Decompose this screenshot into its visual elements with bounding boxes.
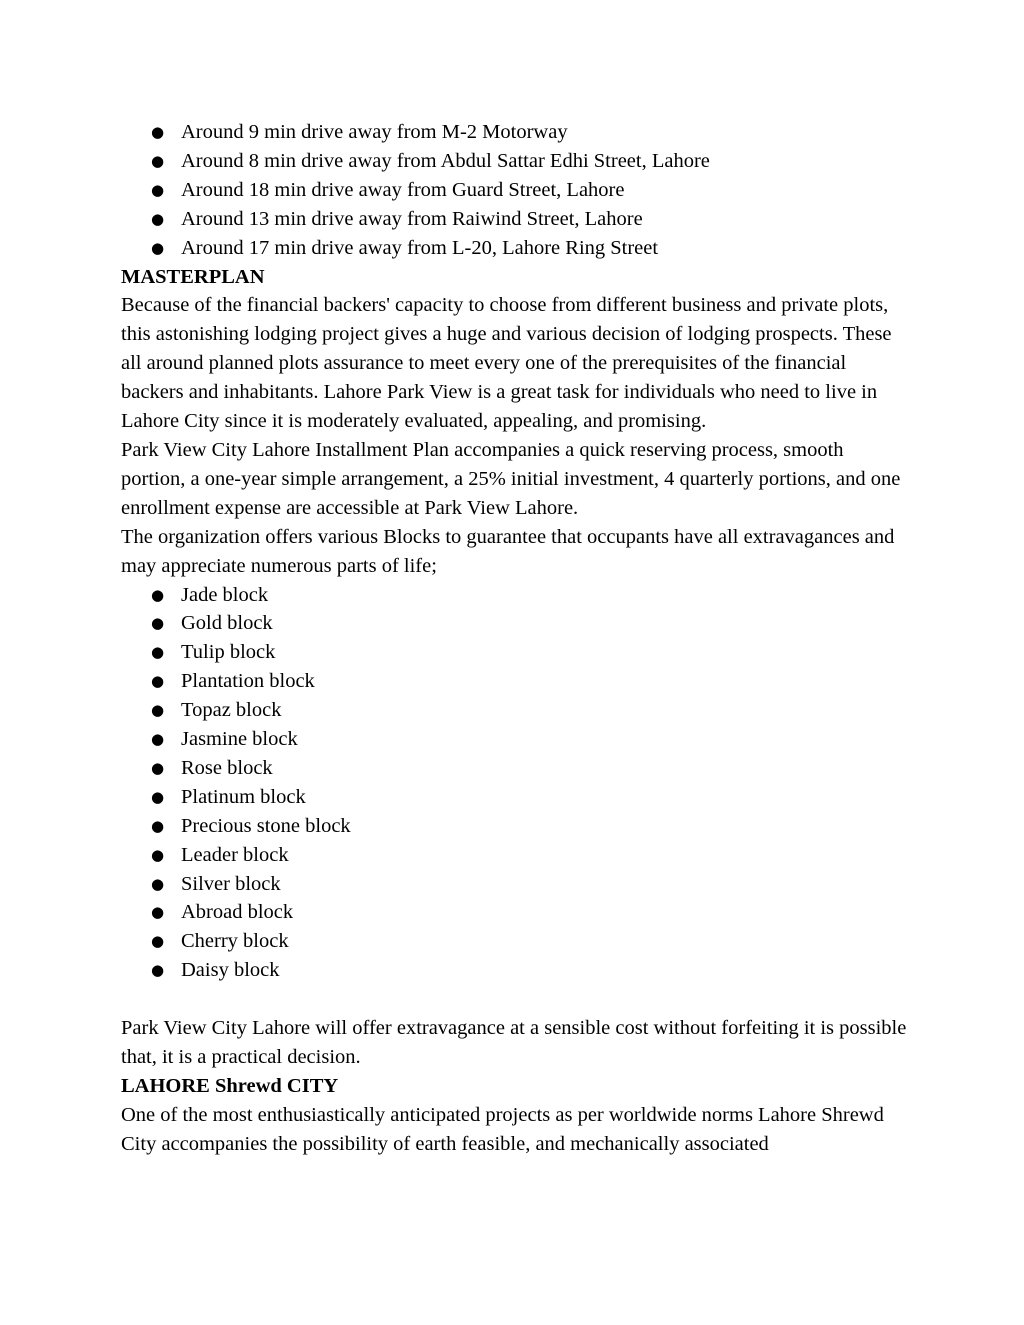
list-item: ● Rose block <box>121 754 911 783</box>
bullet-icon: ● <box>151 209 165 228</box>
list-item: ● Around 13 min drive away from Raiwind Street, Lahore <box>121 205 911 234</box>
bullet-icon: ● <box>151 238 165 257</box>
blank-line <box>121 985 911 1014</box>
smart-city-paragraph: One of the most enthusiastically anticipated projects as per worldwide norms Lahore Shrewd City accompanies the possibility of earth feasible, and mechanically associated <box>121 1103 884 1155</box>
bullet-icon: ● <box>151 151 165 170</box>
blocks-list <box>121 581 911 986</box>
list-item: ● Gold block <box>121 609 911 638</box>
bullet-icon: ● <box>151 123 165 141</box>
bullet-icon: ● <box>151 758 165 777</box>
list-item: ● Around 9 min drive away from M-2 Motorway <box>121 118 911 147</box>
masterplan-paragraph: Because of the financial backers' capacity to choose from different business and private plots, this astonishing lodging project gives a huge and various decision of lodging prospects. These all around planned plots assurance to meet every one of the prerequisites of the financial backers and inhabitants. Lahore Park View is a great task for individuals who need to live in Lahore City since it is moderately evaluated, appealing, and promising. <box>121 294 892 433</box>
list-item: ● Topaz block <box>121 696 911 725</box>
bullet-icon: ● <box>151 614 165 633</box>
list-item: ● Platinum block <box>121 783 911 812</box>
installment-plan-paragraph: Park View City Lahore Installment Plan accompanies a quick reserving process, smooth portion, a one-year simple arrangement, a 25% initial investment, 4 quarterly portions, and one enrollment expense are accessible at Park View Lahore. <box>121 438 901 519</box>
bullet-icon: ● <box>151 701 165 720</box>
list-item: ● Tulip block <box>121 638 911 667</box>
list-item: ● Silver block <box>121 870 911 899</box>
document-page <box>121 118 911 1159</box>
masterplan-heading: MASTERPLAN <box>121 265 265 288</box>
bullet-icon: ● <box>151 961 165 980</box>
bullet-icon: ● <box>151 643 165 662</box>
bullet-icon: ● <box>151 932 165 951</box>
list-item: ● Cherry block <box>121 927 911 956</box>
bullet-icon: ● <box>151 180 165 199</box>
bullet-icon: ● <box>151 585 165 604</box>
bullet-icon: ● <box>151 730 165 749</box>
list-item: ● Around 8 min drive away from Abdul Sattar Edhi Street, Lahore <box>121 147 911 176</box>
closing-paragraph: Park View City Lahore will offer extravagance at a sensible cost without forfeiting it is possible that, it is a practical decision. <box>121 1017 907 1068</box>
list-item: ● Jasmine block <box>121 725 911 754</box>
list-item: ● Precious stone block <box>121 812 911 841</box>
bullet-icon: ● <box>151 672 165 691</box>
travel-times-list <box>121 118 911 263</box>
list-item: ● Daisy block <box>121 956 911 985</box>
blocks-intro-paragraph: The organization offers various Blocks to guarantee that occupants have all extravagances and may appreciate numerous parts of life; <box>121 525 895 577</box>
list-item: ● Leader block <box>121 841 911 870</box>
bullet-icon: ● <box>151 903 165 922</box>
bullet-icon: ● <box>151 816 165 835</box>
smart-city-heading: LAHORE Shrewd CITY <box>121 1074 339 1097</box>
list-item: ● Around 17 min drive away from L-20, Lahore Ring Street <box>121 234 911 263</box>
list-item: ● Plantation block <box>121 667 911 696</box>
list-item: ● Around 18 min drive away from Guard Street, Lahore <box>121 176 911 205</box>
bullet-icon: ● <box>151 845 165 864</box>
bullet-icon: ● <box>151 874 165 893</box>
bullet-icon: ● <box>151 787 165 806</box>
list-item: ● Abroad block <box>121 898 911 927</box>
list-item: ● Jade block <box>121 581 911 610</box>
